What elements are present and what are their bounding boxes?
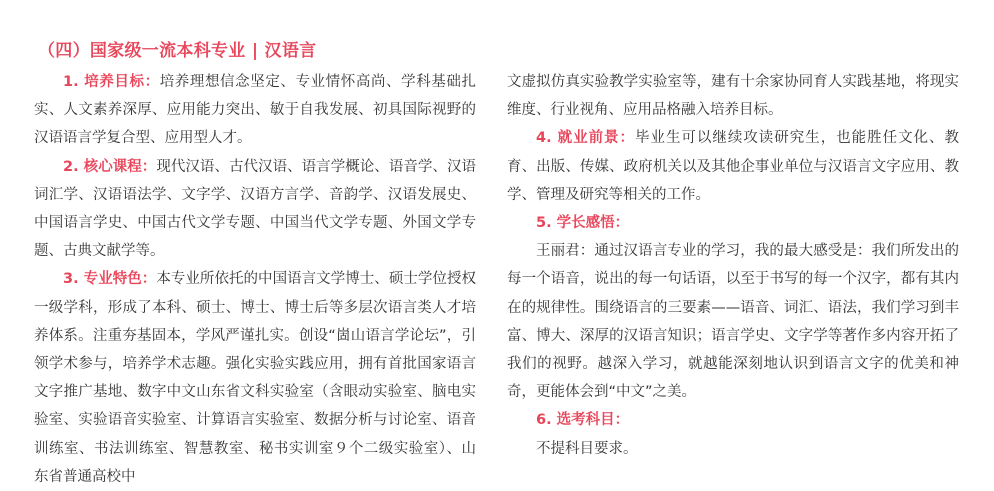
core-courses-label: 2. 核心课程： <box>63 158 157 175</box>
elective-subjects-paragraph <box>507 435 959 463</box>
career-prospects-text: 毕业生可以继续攻读研究生，也能胜任文化、教育、出版、传媒、政府机关以及其他企事业单位与汉语言文字应用、教学、管理及研究等相关的工作。 <box>507 130 959 203</box>
training-goal-text: 培养理想信念坚定、专业情怀高尚、学科基础扎实、人文素养深厚、应用能力突出、敏于自我发展、初具国际视野的汉语语言学复合型、应用型人才。 <box>34 74 476 147</box>
senior-reflection-label: 5. 学长感悟： <box>536 215 630 232</box>
section-heading: （四）国家级一流本科专业 | 汉语言 <box>38 41 317 61</box>
elective-subjects-text: 不提科目要求。 <box>536 440 638 457</box>
training-goal-label: 1. 培养目标： <box>63 74 160 90</box>
senior-reflection-text: 王丽君：通过汉语言专业的学习，我的最大感受是：我们所发出的每一个语音，说出的每一句话语，以至于书写的每一个汉字，都有其内在的规律性。围绕语言的三要素——语音、词汇、语法，我们学习到丰富、博大、深厚的汉语言知识；语言学史、文字学等著作多内容开拓了我们的视野。越深入学习，就越能深刻地认识到语言文字的优美和神奇，更能体会到“中文”之美。 <box>507 243 959 401</box>
program-features-text: 本专业所依托的中国语言文学博士、硕士学位授权一级学科，形成了本科、硕士、博士、博士后等多层次语言类人才培养体系。注重夯基固本，学风严谨扎实。创设“崮山语言学论坛”，引领学术参与，培养学术志趣。强化实验实践应用，拥有首批国家语言文字推广基地、数字中文山东省文科实验室（含眼动实验室、脑电实验室、实验语音实验室、计算语言实验室、数据分析与讨论室、语音训练室、书法训练室、智慧教室、秘书实训室９个二级实验室）、山东省普通高校中 <box>34 271 476 485</box>
program-features-continued <box>507 68 959 124</box>
core-courses-paragraph <box>34 153 476 266</box>
program-features-continued-text: 文虚拟仿真实验教学实验室等，建有十余家协同育人实践基地，将现实维度、行业视角、应用品格融入培养目标。 <box>507 74 959 119</box>
program-features-label: 3. 专业特色： <box>63 271 157 288</box>
senior-reflection-heading <box>507 209 959 237</box>
left-column <box>34 68 476 491</box>
elective-subjects-heading <box>507 406 959 434</box>
career-prospects-label: 4. 就业前景： <box>536 130 635 147</box>
career-prospects-paragraph <box>507 124 959 209</box>
elective-subjects-label: 6. 选考科目： <box>536 412 630 429</box>
senior-reflection-paragraph <box>507 237 959 406</box>
training-goal-paragraph <box>34 68 476 153</box>
program-features-paragraph <box>34 265 476 491</box>
right-column <box>507 68 959 463</box>
core-courses-text: 现代汉语、古代汉语、语言学概论、语音学、汉语词汇学、汉语语法学、文字学、汉语方言学、音韵学、汉语发展史、中国语言学史、中国古代文学专题、中国当代文学专题、外国文学专题、古典文献学等。 <box>34 158 476 260</box>
